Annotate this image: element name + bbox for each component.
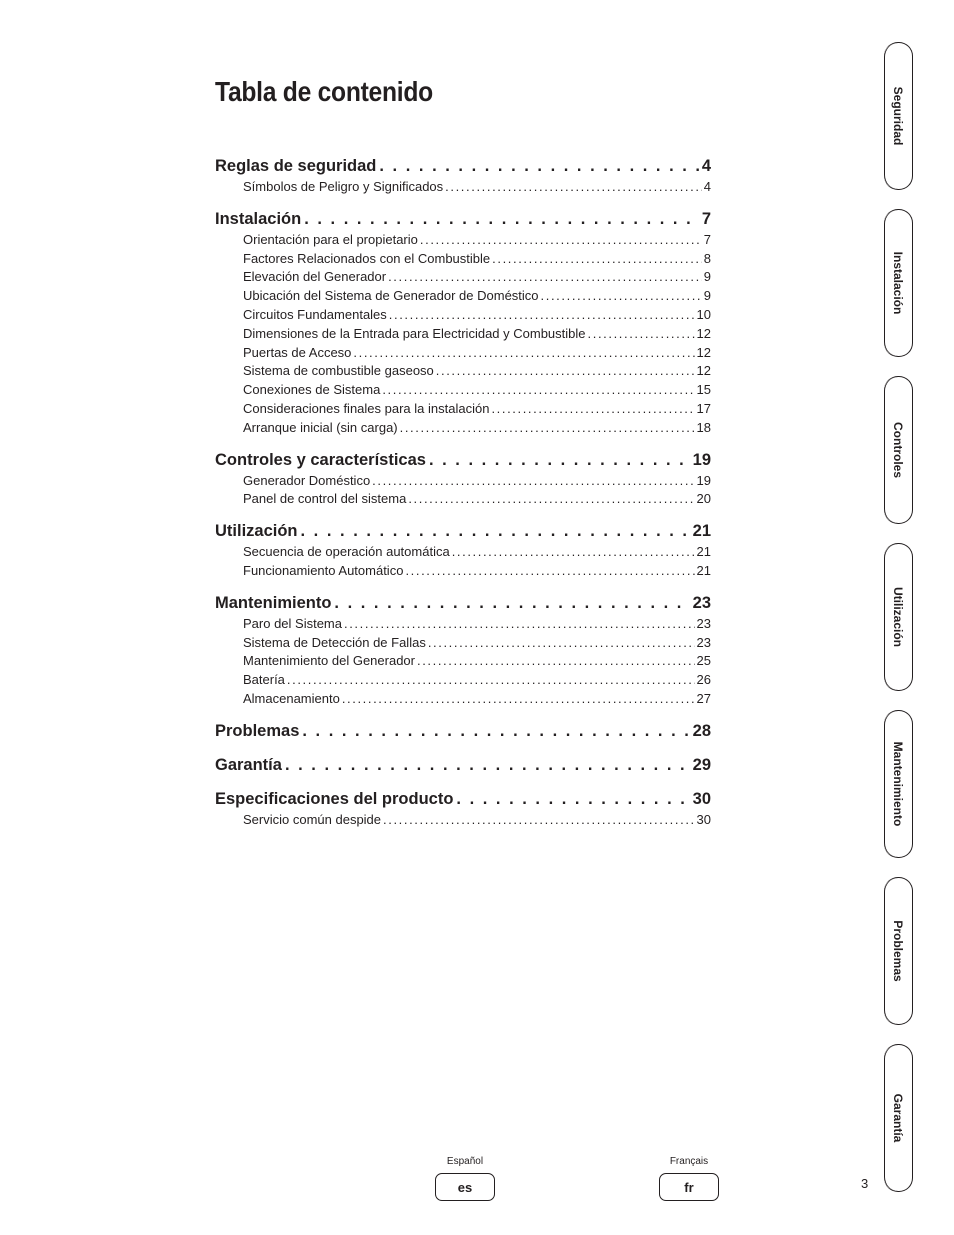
toc-entry[interactable] — [215, 419, 711, 438]
toc-section-title: Mantenimiento — [215, 593, 332, 612]
toc-section-entry[interactable] — [215, 591, 711, 615]
toc-entry-label: Sistema de Detección de Fallas — [243, 634, 426, 650]
side-tab-label: Garantía — [891, 1093, 905, 1143]
toc-entry-label: Mantenimiento del Generador — [243, 653, 415, 669]
toc-entry-label: Factores Relacionados con el Combustible — [243, 250, 491, 266]
toc-entry-label: Elevación del Generador — [243, 269, 387, 285]
toc-entry[interactable] — [215, 231, 711, 250]
dot-leader — [389, 306, 695, 325]
dot-leader — [408, 490, 694, 509]
toc-section-title: Reglas de seguridad — [215, 157, 377, 175]
toc-entry[interactable] — [215, 325, 711, 344]
toc-entry-page: 12 — [696, 325, 711, 341]
toc-entry[interactable] — [215, 178, 711, 197]
side-tab-label: Controles — [891, 421, 905, 479]
toc-section-page: 7 — [701, 209, 711, 228]
toc-section-page: 21 — [692, 522, 711, 541]
toc-entry-label: Conexiones de Sistema — [243, 382, 381, 398]
dot-leader — [428, 634, 695, 653]
dot-leader — [304, 207, 699, 231]
table-of-contents — [215, 154, 711, 840]
toc-entry-page: 17 — [696, 400, 711, 416]
toc-entry-page: 30 — [696, 811, 711, 827]
toc-entry-page: 9 — [703, 288, 711, 304]
dot-leader — [383, 811, 695, 830]
dot-leader — [344, 615, 695, 634]
toc-entry[interactable] — [215, 562, 711, 581]
dot-leader — [417, 652, 695, 671]
toc-entry-label: Funcionamiento Automático — [243, 562, 404, 578]
toc-entry-page: 9 — [703, 269, 711, 285]
toc-entry-label: Ubicación del Sistema de Generador de Doméstico — [243, 288, 539, 304]
toc-entry-label: Arranque inicial (sin carga) — [243, 419, 398, 435]
toc-section-page: 23 — [692, 593, 711, 612]
toc-entry[interactable] — [215, 690, 711, 709]
toc-entry-label: Almacenamiento — [243, 690, 340, 706]
toc-section — [215, 448, 711, 510]
dot-leader — [491, 400, 694, 419]
dot-leader — [456, 787, 689, 811]
toc-entry-page: 4 — [703, 179, 711, 194]
toc-entry-label: Secuencia de operación automática — [243, 544, 450, 560]
toc-entry[interactable] — [215, 472, 711, 491]
toc-entry-label: Paro del Sistema — [243, 615, 342, 631]
toc-section-title: Problemas — [215, 721, 300, 740]
toc-entry-label: Puertas de Acceso — [243, 344, 352, 360]
toc-section-page: 29 — [692, 755, 711, 774]
toc-section-page: 19 — [692, 450, 711, 469]
toc-entry-label: Dimensiones de la Entrada para Electricidad y Combustible — [243, 325, 586, 341]
side-tab[interactable] — [884, 543, 913, 691]
dot-leader — [382, 381, 694, 400]
side-tab[interactable] — [884, 877, 913, 1025]
toc-entry[interactable] — [215, 306, 711, 325]
side-tab[interactable] — [884, 42, 913, 190]
toc-section — [215, 719, 711, 743]
toc-section-title: Especificaciones del producto — [215, 789, 454, 808]
dot-leader — [388, 268, 702, 287]
toc-entry-label: Panel de control del sistema — [243, 491, 407, 507]
toc-section-entry[interactable] — [215, 154, 711, 178]
language-name-french: Français — [669, 1156, 709, 1167]
toc-section-entry[interactable] — [215, 207, 711, 231]
dot-leader — [342, 690, 695, 709]
dot-leader — [334, 591, 689, 615]
side-tab-label: Utilización — [891, 586, 905, 648]
dot-leader — [429, 448, 690, 472]
toc-section — [215, 753, 711, 777]
dot-leader — [302, 719, 689, 743]
dot-leader — [588, 325, 695, 344]
dot-leader — [372, 472, 694, 491]
toc-entry-page: 19 — [696, 472, 711, 488]
toc-section-entry[interactable] — [215, 753, 711, 777]
toc-section-title: Controles y características — [215, 450, 426, 469]
toc-section — [215, 591, 711, 709]
dot-leader — [301, 519, 690, 543]
toc-entry-page: 20 — [696, 491, 711, 507]
dot-leader — [379, 154, 698, 178]
toc-entry-page: 7 — [703, 231, 711, 247]
toc-entry-label: Orientación para el propietario — [243, 231, 418, 247]
dot-leader — [541, 287, 702, 306]
side-tab-label: Seguridad — [891, 86, 905, 146]
toc-entry-page: 12 — [696, 363, 711, 379]
toc-section-title: Instalación — [215, 209, 302, 228]
toc-entry-page: 21 — [696, 544, 711, 560]
toc-entry-page: 27 — [696, 690, 711, 706]
toc-section — [215, 154, 711, 197]
toc-entry[interactable] — [215, 615, 711, 634]
toc-section-entry[interactable] — [215, 787, 711, 811]
toc-entry-page: 10 — [696, 306, 711, 322]
toc-entry-page: 15 — [696, 382, 711, 398]
dot-leader — [287, 671, 695, 690]
toc-section-page: 30 — [692, 789, 711, 808]
toc-entry[interactable] — [215, 268, 711, 287]
toc-entry[interactable] — [215, 287, 711, 306]
toc-entry-page: 8 — [703, 250, 711, 266]
toc-entry[interactable] — [215, 811, 711, 830]
language-name-spanish: Español — [446, 1156, 484, 1167]
language-button-fr[interactable]: fr — [659, 1173, 719, 1201]
toc-entry[interactable] — [215, 250, 711, 269]
toc-entry[interactable] — [215, 362, 711, 381]
side-tab[interactable] — [884, 376, 913, 524]
side-tab[interactable] — [884, 209, 913, 357]
toc-entry[interactable] — [215, 400, 711, 419]
toc-section-title: Utilización — [215, 522, 298, 541]
side-tab-label: Instalación — [891, 251, 905, 315]
toc-entry-page: 23 — [696, 615, 711, 631]
side-tab[interactable] — [884, 710, 913, 858]
page-number: 3 — [861, 1176, 869, 1191]
toc-entry[interactable] — [215, 381, 711, 400]
dot-leader — [420, 231, 702, 250]
toc-entry[interactable] — [215, 634, 711, 653]
dot-leader — [285, 753, 690, 777]
toc-entry-label: Circuitos Fundamentales — [243, 306, 387, 322]
toc-entry-label: Servicio común despide — [243, 811, 382, 827]
toc-entry-page: 26 — [696, 672, 711, 688]
dot-leader — [445, 178, 702, 197]
toc-section-entry[interactable] — [215, 448, 711, 472]
toc-section — [215, 787, 711, 830]
toc-entry-page: 21 — [696, 562, 711, 578]
toc-section — [215, 519, 711, 581]
toc-entry-label: Sistema de combustible gaseoso — [243, 363, 434, 379]
toc-entry[interactable] — [215, 543, 711, 562]
toc-entry-page: 23 — [696, 634, 711, 650]
toc-entry-page: 18 — [696, 419, 711, 435]
dot-leader — [452, 543, 695, 562]
side-tab-label: Mantenimiento — [891, 741, 905, 827]
toc-section-entry[interactable] — [215, 519, 711, 543]
toc-entry[interactable] — [215, 344, 711, 363]
toc-section — [215, 207, 711, 438]
language-spanish — [435, 1155, 495, 1201]
side-tab-label: Problemas — [891, 920, 905, 982]
toc-entry-label: Símbolos de Peligro y Significados — [243, 179, 444, 194]
dot-leader — [492, 250, 702, 269]
toc-entry-page: 25 — [696, 653, 711, 669]
toc-entry-label: Generador Doméstico — [243, 472, 371, 488]
toc-section-page: 28 — [692, 721, 711, 740]
language-button-es[interactable]: es — [435, 1173, 495, 1201]
language-french — [659, 1155, 719, 1201]
toc-entry-label: Consideraciones finales para la instalación — [243, 400, 490, 416]
toc-entry[interactable] — [215, 671, 711, 690]
toc-section-entry[interactable] — [215, 719, 711, 743]
toc-entry-page: 12 — [696, 344, 711, 360]
side-tab[interactable] — [884, 1044, 913, 1192]
dot-leader — [353, 344, 694, 363]
dot-leader — [405, 562, 694, 581]
toc-entry-label: Batería — [243, 672, 285, 688]
toc-section-page: 4 — [701, 157, 711, 175]
dot-leader — [436, 362, 695, 381]
dot-leader — [400, 419, 695, 438]
toc-entry[interactable] — [215, 652, 711, 671]
toc-entry[interactable] — [215, 490, 711, 509]
page-title: Tabla de contenido — [215, 76, 433, 107]
toc-section-title: Garantía — [215, 755, 282, 774]
